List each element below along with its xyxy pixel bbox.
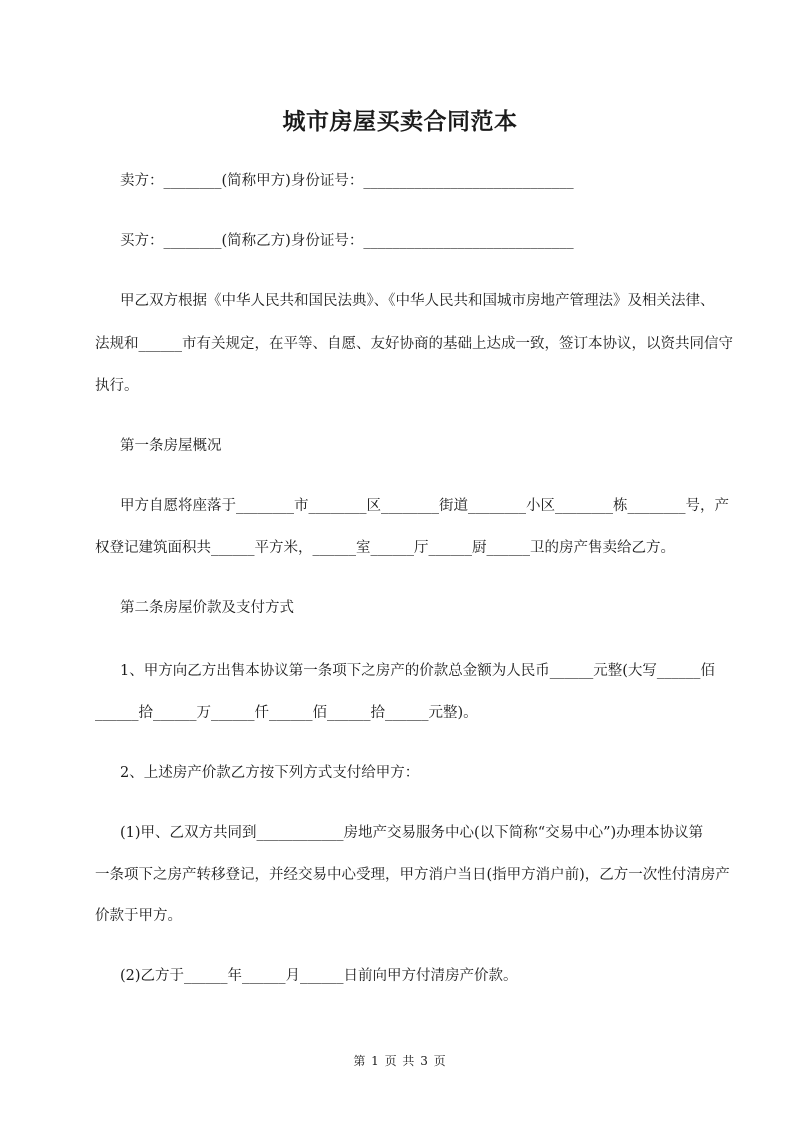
article2-sub2: (2)乙方于______年______月______日前向甲方付清房产价款。	[120, 968, 518, 984]
buyer-line: 买方：________(简称乙方)身份证号：_____________________________	[120, 233, 574, 249]
article2-heading: 第二条房屋价款及支付方式	[120, 600, 294, 616]
preamble-line-3: 执行。	[95, 378, 139, 394]
article2-item1-line-1: 1、甲方向乙方出售本协议第一条项下之房产的价款总金额为人民币______元整(大写______佰	[120, 663, 715, 679]
seller-line: 卖方：________(简称甲方)身份证号：_____________________________	[120, 173, 574, 189]
article1-line-2: 权登记建筑面积共______平方米，______室______厅______厨______卫的房产售卖给乙方。	[95, 540, 675, 556]
article2-item2: 2、上述房产价款乙方按下列方式支付给甲方：	[120, 765, 420, 781]
preamble-line-2: 法规和______市有关规定，在平等、自愿、友好协商的基础上达成一致，签订本协议，以资共同信守	[95, 336, 733, 352]
article2-sub1-line-3: 价款于甲方。	[95, 908, 182, 924]
page-footer: 第 1 页 共 3 页	[353, 1054, 447, 1068]
article1-heading: 第一条房屋概况	[120, 438, 222, 454]
article1-line-1: 甲方自愿将座落于________市________区________街道________小区________栋________号，产	[120, 498, 729, 514]
article2-sub1-line-2: 一条项下之房产转移登记，并经交易中心受理，甲方消户当日(指甲方消户前)，乙方一次性付清房产	[95, 867, 730, 883]
preamble-line-1: 甲乙双方根据《中华人民共和国民法典》、《中华人民共和国城市房地产管理法》及相关法律、	[120, 293, 715, 309]
article2-sub1-line-1: (1)甲、乙双方共同到____________房地产交易服务中心(以下简称“交易中心”)办理本协议第	[120, 825, 704, 841]
document-title: 城市房屋买卖合同范本	[282, 108, 518, 135]
article2-item1-line-2: ______拾______万______仟______佰______拾______元整)。	[95, 705, 478, 721]
